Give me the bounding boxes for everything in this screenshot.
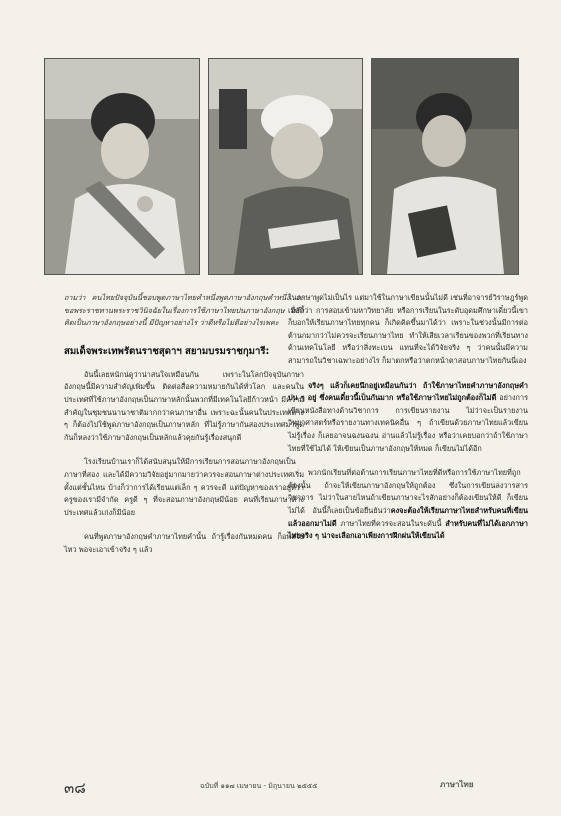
body-text: อย่างการเขียนหนังสือทางด้านวิชาการ การเขียนรายงาน ไม่ว่าจะเป็นรายงานวิทยาศาสตร์หรือรายงานทางเทคนิคอื่น ๆ ถ้าเขียนด้วยภาษาไทยแล้วเขียนไม่รู้เรื่อง ก็เลยอาจนฉงนฉงน อ่านแล้วไม่รู้เรื่อง หรือว่าเคยบอกว่าถ้าใช้ภาษาไทยที่ใช้ไม่ได้ ให้เขียนเป็นภาษาอังกฤษให้หมด ก็เขียนไม่ได้อีก [288,393,528,453]
bold-text: คงจะต้องให้เรียนภาษาไทยสำหรับคนที่เขียนแล้วออกมาไม่ดี [288,505,528,528]
photo-image [45,59,199,274]
photo-princess-white-cap [208,58,363,275]
question-text: ถามว่า คนไทยปัจจุบันนี้ชอบพูดภาษาไทยคำหนึ่งพูดภาษาอังกฤษคำหนึ่ง จะขอพระราชทานพระราชวินิจฉัยในเรื่องการใช้ภาษาไทยปนภาษาอังกฤษ หรือคิดเป็นภาษาอังกฤษอย่างนี้ มีปัญหาอย่างไร ว่าดีหรือไม่ดีอย่างไรเพคะ [64,293,304,328]
bold-text: สำหรับคนที่ไม่ได้เอกภาษาไทยจริง ๆ น่าจะเลือกเอาเพียงการฝึกฝนให้เขียนได้ [288,518,528,541]
body-text: พวกนักเรียนที่ต่อต้านการเรียนภาษาไทยที่ดีหรือการใช้ภาษาไทยที่ถูกต้องนั้น ถ้าจะให้เขียนภาษาอังกฤษให้ถูกต้อง ซึ่งในการเขียนลงวารสารวิชาการ ไม่ว่าในสายไหนถ้าเขียนภาษาจะไรสักอย่างก็ต้องเขียนให้ดี ก็เขียนไม่ได้ อันนี้ก็เลยเป็นข้อยืนยันว่า [288,468,528,515]
paragraph [288,467,528,543]
paragraph: โรงเรียนบ้านเราก็ได้สนับสนุนให้มีการเรียนการสอนภาษาอังกฤษเป็นภาษาที่สอง และได้มีความวิจัยอยู่มากมายว่าควรจะสอนภาษาต่างประเทศเริ่มตั้งแต่ชั้นไหน บ้างก็ว่าการได้เรียนแต่เล็ก ๆ ควรจะดี แต่ปัญหาของเราอยู่ที่ว่าครูของเรามีจำกัด ครูดี ๆ ที่จะสอนภาษาอังกฤษมีน้อย คนที่เรียนภาษาต่างประเทศแล้วเก่งก็มีน้อย [64,457,304,517]
paragraph: คนที่พูดภาษาอังกฤษคำภาษาไทยคำนั้น ถ้ารู้เรื่องกันหมดคน ก็อพลไปไหว พอจะเอาเข้าจริง ๆ แล้ว [64,532,304,554]
photo-princess-smiling [44,58,200,275]
right-column [288,292,528,543]
photo-princess-with-book [371,58,519,275]
page-number: ๓๘ [64,779,86,797]
body-text: ภาษาไทยที่ควรจะสอนในระดับนี้ [340,518,442,528]
photo-image [209,59,362,274]
photo-image [372,59,518,274]
left-column [64,292,304,557]
paragraph: ในภาษาพูดไม่เป็นไร แต่มาใช้ในภาษาเขียนนั้นไม่ดี เช่นที่อาจารย์วิราษฎร์พูดเมื่อกี้ว่า การสอบเข้ามหาวิทยาลัย หรือการเรียนในระดับอุดมศึกษาเดี๋ยวนี้เขาก็บอกให้เรียนภาษาไทยทุกคน ก็เกิดคิดขึ้นมาได้ว่า เพราะในช่วงนั้นมีการต่อต้านกมากว่าไม่ควรจะเรียนภาษาไทย ทำให้เสียเวลาเรียนของพวกที่เรียนทางด้านเทคโนโลยี หรือว่าสิ่งทะเบน แทนที่จะได้วิจัยจริง ๆ ว่าคนนั้นมีความสามารถในวิชาเฉพาะอย่างไร ก็มาตกหรือว่าตกหน้าตาสอบภาษาไทยกันนี่เอง [288,293,528,365]
magazine-logo: ภาษาไทย [440,780,474,789]
paragraph [288,380,528,456]
paragraph: อันนี้เลยหนักน่ดูว่าน่าสนใจเหมือนกัน เพราะในโลกปัจจุบันภาษาอังกฤษนี้มีความสำคัญเพิ่มขึ้น ติดต่อสื่อความหมายกันได้ทั่วโลก และคนในประเทศที่ใช้ภาษาอังกฤษเป็นภาษาหลักนั้นพวกที่มีเทคโนโลยีก้าวหน้า มีความสำคัญในชุมชนนานาชาติมากกว่าคนภาษาอื่น เพราะฉะนั้นคนในประเทศต่าง ๆ ก็ต้องไปใช้พูดภาษาอังกฤษเป็นภาษาหลัก ที่ไม่รู้ภาษากันสองประเทศมาพูดกันก็หลงว่าใช้ภาษาอังกฤษเป็นหลักแล้วคุยกันรู้เรื่องสนุกดี [64,369,304,442]
issue-info: ฉบับที่ ๑๑๗ เมษายน - มิถุนายน ๒๕๕๕ [200,782,318,790]
speaker-heading: สมเด็จพระเทพรัตนราชสุดาฯ สยามบรมราชกุมารี: [64,345,270,357]
bold-text: จริงๆ แล้วก็เคยนึกอยู่เหมือนกันว่า ถ้าใช้ภาษาไทยคำภาษาอังกฤษคำปน ๆ อยู่ ซึ่งคนเดี๋ยวนี้เป็นกันมาก หรือใช้ภาษาไทยไม่ถูกต้องก็ไม่ดี [288,380,528,403]
